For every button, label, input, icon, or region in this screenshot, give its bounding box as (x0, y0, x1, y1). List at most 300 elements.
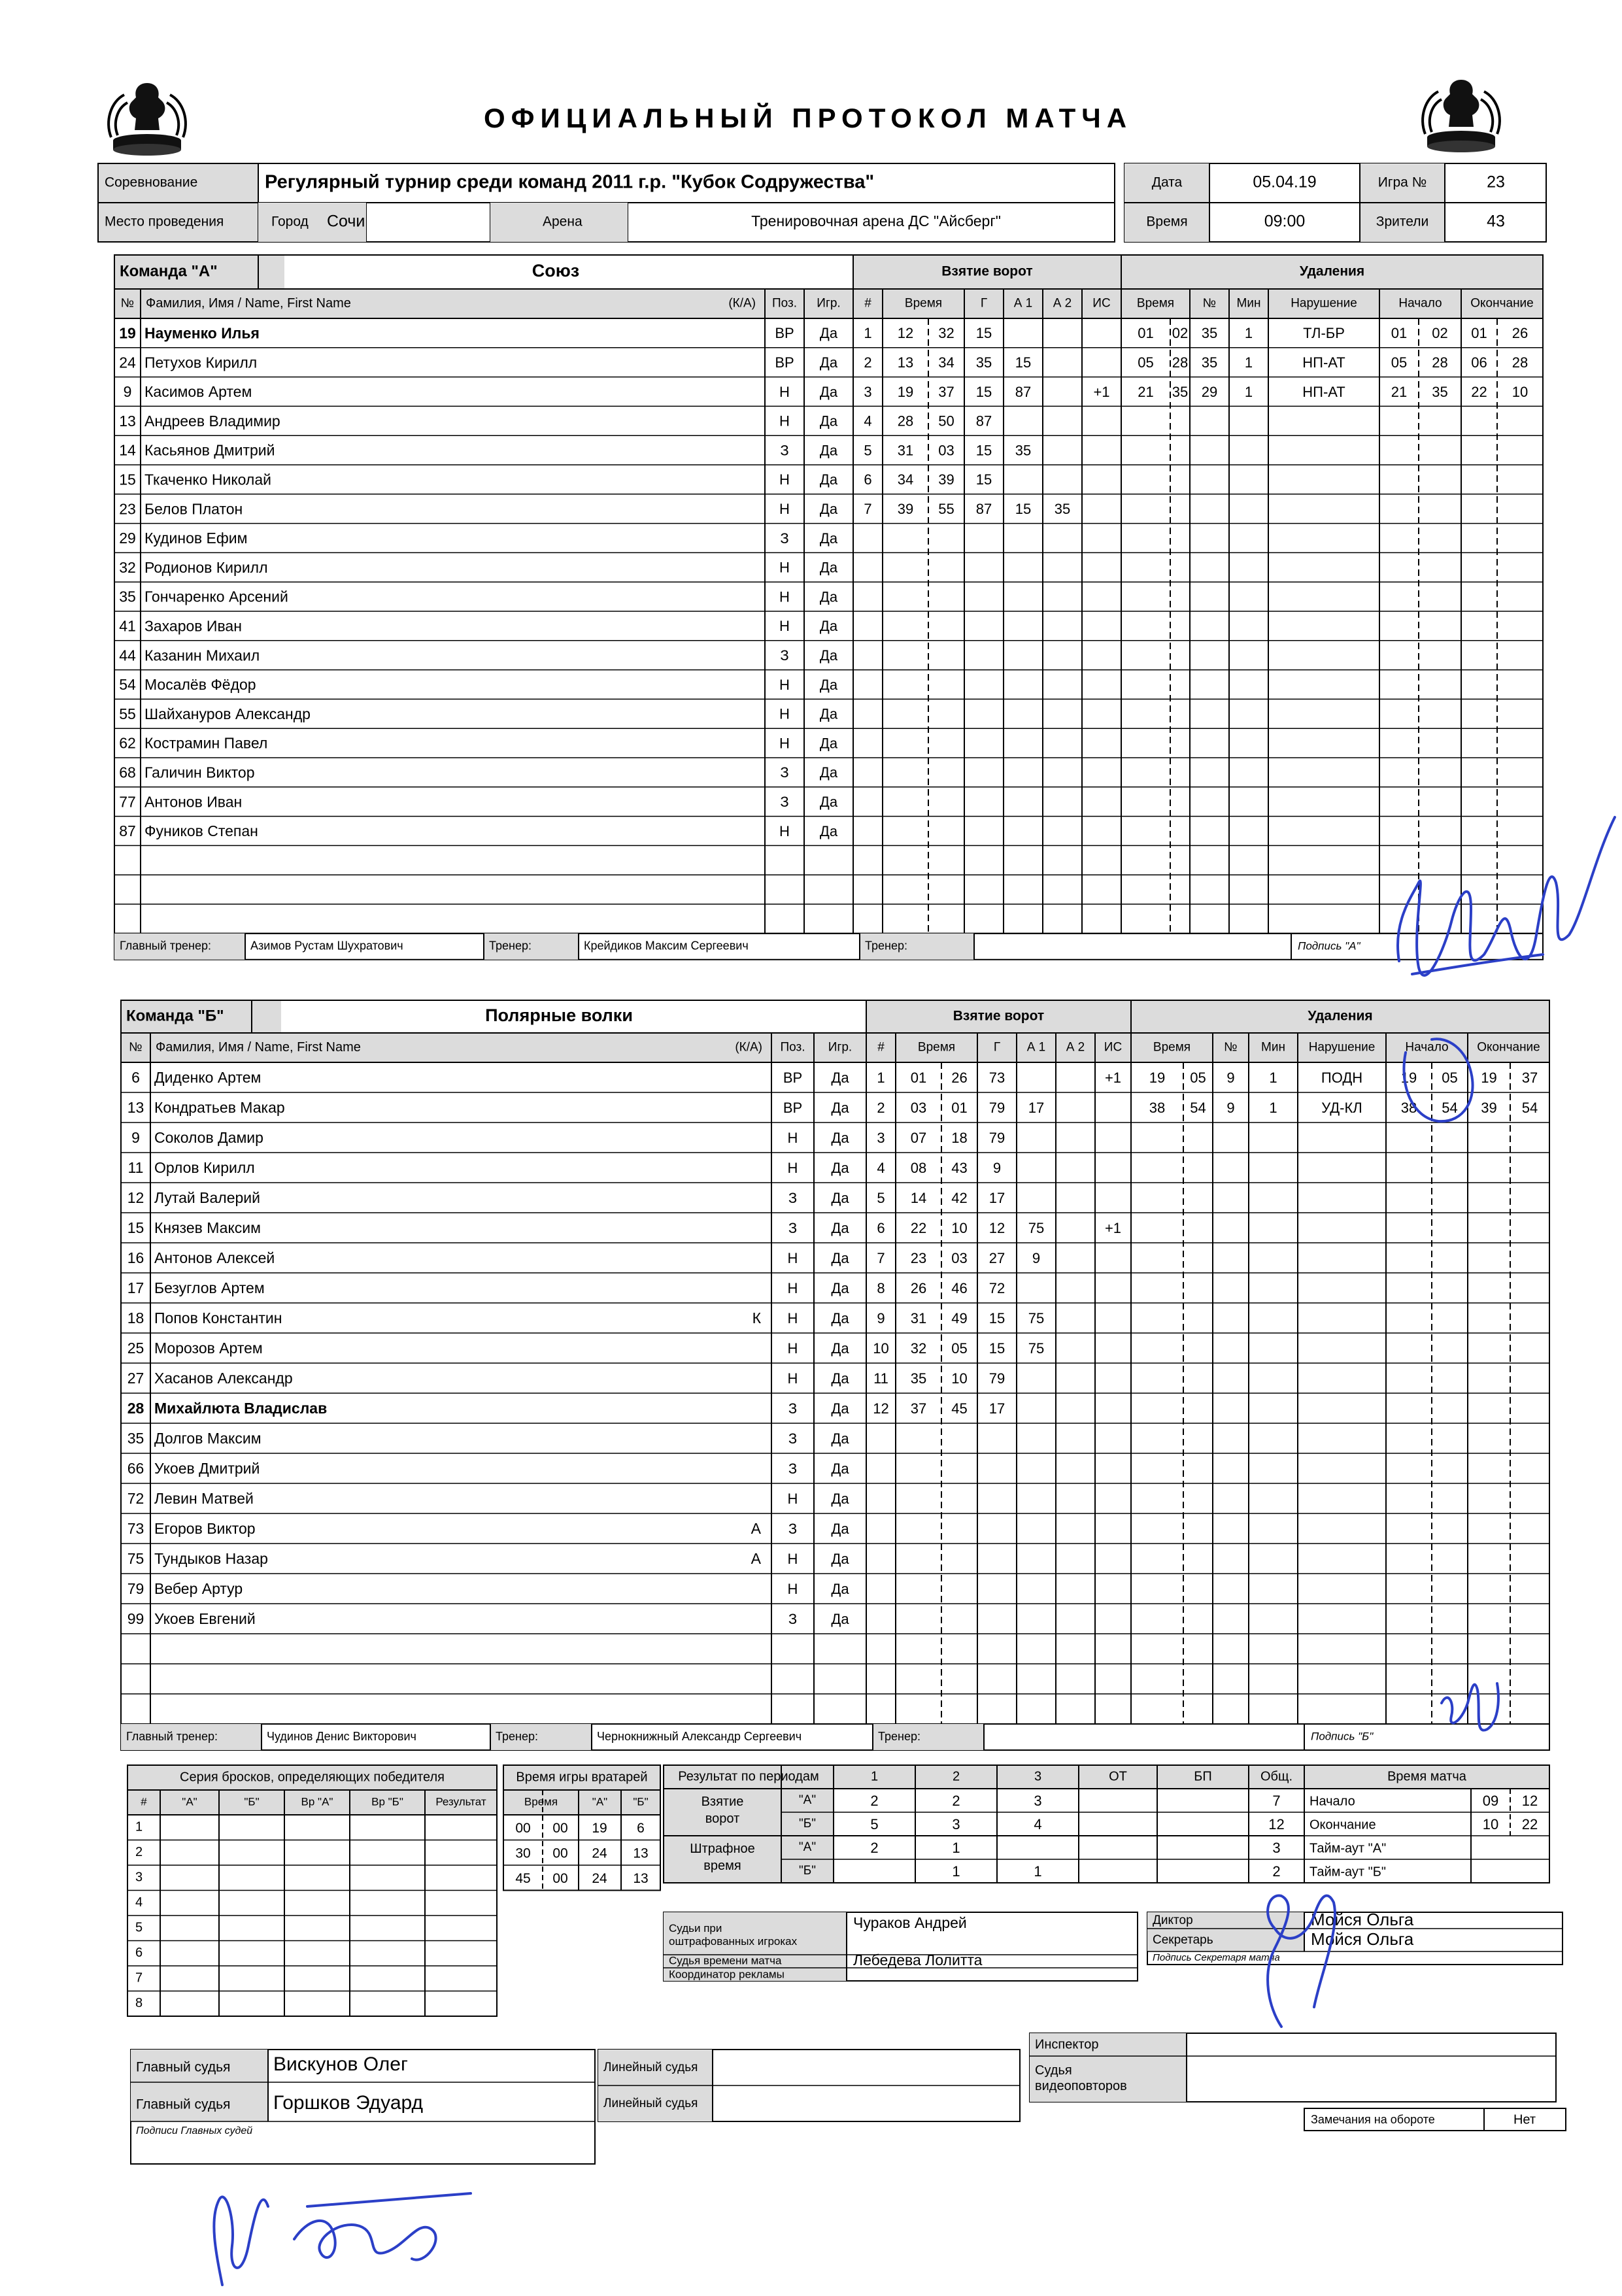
match-end-minute: 22 (1521, 1815, 1538, 1832)
col-goal-is: ИС (1104, 1040, 1123, 1055)
document-title: ОФИЦИАЛЬНЫЙ ПРОТОКОЛ МАТЧА (484, 103, 1133, 133)
period-col-header: Общ. (1260, 1769, 1293, 1784)
player-number: 99 (127, 1610, 144, 1628)
announcer-name: Мойся Ольга (1311, 1909, 1414, 1929)
period-value: 2 (952, 1792, 960, 1809)
player-name: Михайлюта Владислав (154, 1400, 328, 1417)
penalty-violation: НП-АТ (1302, 383, 1345, 400)
player-name: Укоев Дмитрий (154, 1460, 260, 1477)
player-position: ВР (783, 1099, 803, 1116)
player-number: 24 (119, 354, 136, 371)
player-played: Да (819, 383, 838, 400)
period-team-mark: "Б" (799, 1864, 816, 1878)
player-number: 73 (127, 1520, 144, 1538)
player-number: 79 (127, 1580, 144, 1598)
ad-coordinator-label: Координатор рекламы (669, 1968, 785, 1981)
penalty-start-min: 05 (1391, 354, 1408, 371)
player-played: Да (819, 735, 838, 752)
goal-number: 4 (877, 1159, 885, 1176)
player-name: Лутай Валерий (154, 1189, 260, 1207)
time-label: Время (1146, 214, 1188, 229)
player-name: Егоров Виктор (154, 1520, 256, 1538)
match-time-title: Время матча (1387, 1769, 1466, 1784)
periods-title: Результат по периодам (678, 1769, 819, 1784)
player-name: Князев Максим (154, 1219, 261, 1237)
penalty-circle-mark (1393, 1026, 1484, 1131)
player-number: 75 (127, 1550, 144, 1568)
team-name: Полярные волки (485, 1005, 633, 1026)
penalty-start-min: 38 (1400, 1099, 1417, 1116)
goal-scorer: 15 (988, 1340, 1005, 1357)
player-name: Науменко Илья (144, 324, 260, 342)
col-pen-time: Время (1153, 1040, 1191, 1055)
shootout-col-header: "А" (182, 1795, 197, 1808)
col-pen-start: Начало (1398, 296, 1442, 311)
goal-second: 26 (951, 1069, 968, 1086)
goal-number: 12 (873, 1400, 889, 1417)
timekeeper-label: Судья времени матча (669, 1954, 782, 1967)
penalty-minutes: 1 (1244, 383, 1253, 400)
period-col-header: 2 (952, 1769, 960, 1784)
goal-second: 05 (951, 1340, 968, 1357)
league-logo-right (1412, 72, 1510, 157)
player-number: 35 (119, 588, 136, 605)
goal-minute: 14 (910, 1189, 927, 1206)
player-number: 9 (131, 1129, 140, 1147)
player-name: Андреев Владимир (144, 412, 280, 430)
player-played: Да (819, 764, 838, 781)
player-played: Да (831, 1340, 849, 1357)
goalie-minute: 45 (515, 1870, 531, 1886)
col-goal-no: # (864, 296, 871, 311)
player-number: 12 (127, 1189, 144, 1207)
player-played: Да (819, 559, 838, 576)
player-position: ВР (783, 1069, 803, 1086)
spectators-value: 43 (1487, 212, 1505, 231)
remarks-value: Нет (1513, 2112, 1536, 2127)
secretary-label: Секретарь (1153, 1933, 1213, 1948)
head-coach-name: Азимов Рустам Шухратович (250, 939, 403, 953)
player-played: Да (831, 1099, 849, 1116)
league-logo-left (98, 75, 196, 160)
goal-scorer: 15 (975, 383, 992, 400)
coach-name: Чернокнижный Александр Сергеевич (597, 1729, 802, 1743)
goal-number: 4 (864, 413, 872, 430)
period-team-mark: "А" (798, 1793, 817, 1808)
goal-minute: 13 (897, 354, 914, 371)
col-pen-start: Начало (1405, 1040, 1449, 1055)
col-pen-time: Время (1136, 296, 1175, 311)
player-position: З (788, 1460, 798, 1477)
player-name: Укоев Евгений (154, 1610, 256, 1628)
player-captain-mark: А (751, 1550, 761, 1568)
match-end-hour: 10 (1482, 1815, 1499, 1832)
player-played: Да (819, 442, 838, 459)
team-label: Команда "А" (120, 262, 218, 280)
player-played: Да (831, 1550, 849, 1567)
col-ka: (К/А) (728, 296, 756, 311)
penalty-end-min: 19 (1481, 1069, 1497, 1086)
player-number: 44 (119, 647, 136, 664)
penalty-player: 35 (1201, 354, 1218, 371)
shootout-col-header: "Б" (244, 1795, 260, 1808)
match-start-minute: 12 (1521, 1792, 1538, 1809)
player-number: 27 (127, 1370, 144, 1387)
player-number: 25 (127, 1340, 144, 1357)
penalty-minutes: 1 (1269, 1099, 1277, 1116)
goal-minute: 37 (910, 1400, 927, 1417)
goalie-second: 00 (552, 1820, 568, 1836)
player-position: Н (779, 588, 790, 605)
player-number: 68 (119, 764, 136, 781)
penalty-second: 54 (1190, 1099, 1206, 1116)
col-pen-end: Окончание (1477, 1040, 1540, 1055)
player-name: Антонов Алексей (154, 1249, 275, 1267)
penalty-end-sec: 10 (1512, 383, 1529, 400)
player-played: Да (819, 794, 838, 811)
referee-signature-label: Подписи Главных судей (136, 2125, 253, 2137)
player-position: Н (779, 501, 790, 518)
goal-minute: 31 (910, 1309, 927, 1326)
goal-second: 39 (938, 471, 955, 488)
goal-minute: 07 (910, 1129, 927, 1146)
player-position: З (780, 647, 789, 664)
coach-label: Тренер: (496, 1729, 538, 1743)
penalty-second: 02 (1172, 325, 1189, 342)
goal-number: 9 (877, 1309, 885, 1326)
penalty-start-sec: 02 (1432, 325, 1448, 342)
penalty-second: 05 (1190, 1069, 1206, 1086)
player-played: Да (831, 1279, 849, 1296)
remarks-label: Замечания на обороте (1311, 2112, 1435, 2126)
goalie-col-b: "Б" (633, 1795, 649, 1808)
player-number: 87 (119, 822, 136, 840)
penalty-start-sec: 54 (1442, 1099, 1458, 1116)
col-name: Фамилия, Имя / Name, First Name (156, 1039, 361, 1055)
col-goal-time: Время (904, 296, 943, 311)
coach-label: Тренер: (489, 939, 532, 953)
player-name: Белов Платон (144, 500, 243, 518)
shootout-row-number: 4 (135, 1895, 143, 1910)
player-name: Кострамин Павел (144, 734, 268, 752)
period-value: 1 (1034, 1863, 1042, 1880)
head-coach-label: Главный тренер: (120, 939, 211, 953)
col-goal-a2: А 2 (1053, 296, 1072, 311)
goal-number: 2 (877, 1099, 885, 1116)
player-played: Да (831, 1309, 849, 1326)
period-value: 4 (1034, 1815, 1042, 1832)
player-number: 66 (127, 1460, 144, 1477)
player-position: З (788, 1520, 798, 1537)
player-name: Гончаренко Арсений (144, 588, 288, 605)
player-name: Долгов Максим (154, 1430, 262, 1447)
arena-value: Тренировочная арена ДС "Айсберг" (751, 212, 1001, 230)
player-position: Н (779, 705, 790, 722)
player-name: Соколов Дамир (154, 1129, 263, 1147)
col-pen-no: № (1202, 296, 1217, 311)
date-value: 05.04.19 (1253, 173, 1317, 192)
goal-second: 18 (951, 1129, 968, 1146)
goal-second: 55 (938, 501, 955, 518)
player-position: З (780, 794, 789, 811)
goal-minute: 26 (910, 1279, 927, 1296)
col-pen-end: Окончание (1470, 296, 1534, 311)
goal-second: 42 (951, 1189, 968, 1206)
period-col-header: БП (1194, 1769, 1212, 1784)
col-goal-time: Время (917, 1040, 956, 1055)
player-name: Петухов Кирилл (144, 354, 258, 371)
goal-scorer: 15 (975, 471, 992, 488)
shootout-row-number: 1 (135, 1819, 143, 1834)
referee-label-2: Главный судья (136, 2097, 231, 2112)
competition-label: Соревнование (105, 175, 198, 190)
player-number: 32 (119, 558, 136, 576)
player-number: 6 (131, 1069, 140, 1087)
player-played: Да (831, 1460, 849, 1477)
player-position: Н (787, 1159, 798, 1176)
col-goal-a2: А 2 (1066, 1040, 1085, 1055)
goal-number: 5 (864, 442, 872, 459)
goal-number: 1 (877, 1069, 885, 1086)
competition-name: Регулярный турнир среди команд 2011 г.р. "Кубок Содружества" (265, 171, 875, 193)
goal-scorer: 79 (988, 1370, 1005, 1387)
goal-minute: 28 (897, 413, 914, 430)
player-position: З (780, 442, 789, 459)
penalty-end-min: 01 (1471, 325, 1487, 342)
penalty-end-sec: 54 (1521, 1099, 1538, 1116)
coach-2-label: Тренер: (878, 1729, 921, 1743)
goal-minute: 32 (910, 1340, 927, 1357)
goalie-a-number: 24 (592, 1846, 607, 1861)
player-played: Да (831, 1249, 849, 1266)
goal-assist-1: 17 (1028, 1099, 1045, 1116)
col-goal-a1: А 1 (1026, 1040, 1046, 1055)
period-col-header: 1 (870, 1769, 879, 1784)
goal-scorer: 15 (988, 1309, 1005, 1326)
goal-assist-1: 75 (1028, 1309, 1045, 1326)
player-played: Да (831, 1400, 849, 1417)
col-pen-no: № (1224, 1040, 1238, 1055)
player-name: Орлов Кирилл (154, 1159, 255, 1177)
player-position: Н (787, 1580, 798, 1597)
goal-assist-1: 87 (1015, 383, 1032, 400)
player-position: Н (787, 1370, 798, 1387)
player-number: 54 (119, 676, 136, 694)
goal-minute: 03 (910, 1099, 927, 1116)
player-position: Н (787, 1129, 798, 1146)
penalty-player: 29 (1201, 383, 1218, 400)
match-start-hour: 09 (1482, 1792, 1499, 1809)
player-position: Н (787, 1550, 798, 1567)
player-name: Хасанов Александр (154, 1370, 293, 1387)
penalty-player: 35 (1201, 325, 1218, 342)
period-team-mark: "Б" (799, 1817, 816, 1831)
timekeeper-name: Лебедева Лолитта (853, 1951, 983, 1969)
player-played: Да (819, 413, 838, 430)
player-position: З (788, 1189, 798, 1206)
player-number: 11 (127, 1159, 144, 1177)
col-no: № (129, 1040, 143, 1055)
goal-number: 2 (864, 354, 872, 371)
player-position: З (780, 764, 789, 781)
player-position: ВР (775, 354, 794, 371)
match-start-label: Начало (1309, 1794, 1355, 1809)
player-captain-mark: А (751, 1520, 761, 1538)
col-goal-g: Г (993, 1040, 1001, 1055)
goal-second: 46 (951, 1279, 968, 1296)
player-played: Да (819, 705, 838, 722)
player-played: Да (819, 471, 838, 488)
team-signature-label: Подпись "Б" (1311, 1730, 1374, 1743)
player-position: Н (787, 1249, 798, 1266)
penalty-player: 9 (1226, 1099, 1235, 1116)
player-played: Да (831, 1520, 849, 1537)
periods-header-shade (834, 1765, 1304, 1789)
player-position: Н (779, 471, 790, 488)
penalty-second: 28 (1172, 354, 1189, 371)
announcer-label: Диктор (1153, 1914, 1193, 1928)
goal-scorer: 17 (988, 1400, 1005, 1417)
period-value: 3 (1272, 1839, 1281, 1856)
player-position: Н (787, 1340, 798, 1357)
goal-number: 7 (877, 1249, 885, 1266)
player-captain-mark: К (752, 1309, 761, 1327)
period-value: 2 (870, 1792, 879, 1809)
signature-team-b (1435, 1664, 1507, 1742)
goal-number: 8 (877, 1279, 885, 1296)
linesman-label-1: Линейный судья (603, 2061, 698, 2075)
team-signature-label: Подпись "А" (1298, 939, 1360, 953)
player-name: Касьянов Дмитрий (144, 441, 275, 459)
player-played: Да (819, 501, 838, 518)
player-number: 62 (119, 734, 136, 752)
goal-second: 10 (951, 1219, 968, 1236)
shootout-col-header: # (141, 1795, 147, 1808)
goal-assist-1: 15 (1015, 501, 1032, 518)
player-position: Н (779, 676, 790, 693)
col-goal-g: Г (980, 296, 988, 311)
player-position: Н (779, 413, 790, 430)
goal-number: 3 (877, 1129, 885, 1146)
player-position: ВР (775, 325, 794, 342)
goalie-col-time: Время (524, 1795, 558, 1808)
team-label: Команда "Б" (126, 1007, 224, 1025)
goal-minute: 23 (910, 1249, 927, 1266)
goal-situation: +1 (1104, 1069, 1122, 1086)
inspector-label: Инспектор (1035, 2037, 1099, 2052)
player-name: Диденко Артем (154, 1069, 262, 1087)
player-name: Шайхануров Александр (144, 705, 311, 722)
shootout-col-header: Вр "Б" (371, 1795, 403, 1808)
goal-second: 50 (938, 413, 955, 430)
player-number: 14 (119, 441, 136, 459)
period-value: 2 (870, 1839, 879, 1856)
period-value: 1 (952, 1863, 960, 1880)
head-coach-label: Главный тренер: (126, 1729, 218, 1743)
timeout-b-label: Тайм-аут "Б" (1309, 1865, 1386, 1880)
period-value: 2 (1272, 1863, 1281, 1880)
goal-scorer: 35 (975, 354, 992, 371)
goal-scorer: 12 (988, 1219, 1005, 1236)
goals-title: Взятие ворот (941, 263, 1033, 279)
player-name: Антонов Иван (144, 793, 243, 811)
goal-second: 49 (951, 1309, 968, 1326)
player-name: Захаров Иван (144, 617, 242, 635)
goal-minute: 12 (897, 325, 914, 342)
player-position: Н (779, 383, 790, 400)
goal-second: 03 (938, 442, 955, 459)
penalties-title: Удаления (1299, 263, 1365, 279)
goal-number: 5 (877, 1189, 885, 1206)
player-number: 15 (127, 1219, 144, 1237)
period-value: 1 (952, 1839, 960, 1856)
goal-scorer: 73 (988, 1069, 1005, 1086)
player-number: 17 (127, 1279, 144, 1297)
penalty-time-label: Штрафное время (690, 1842, 755, 1873)
col-played: Игр. (828, 1040, 853, 1055)
goal-minute: 31 (897, 442, 914, 459)
player-number: 28 (127, 1400, 144, 1417)
shootout-col-header: Результат (435, 1795, 486, 1808)
penalty-minute: 01 (1138, 325, 1154, 342)
player-position: З (788, 1219, 798, 1236)
player-number: 19 (119, 324, 136, 342)
player-position: З (780, 530, 789, 547)
goal-number: 11 (873, 1370, 888, 1387)
signature-secretary (1242, 1876, 1347, 2033)
goal-minute: 19 (897, 383, 914, 400)
referee-1-name: Вискунов Олег (273, 2053, 408, 2075)
penalty-minute: 05 (1138, 354, 1154, 371)
player-number: 77 (119, 793, 136, 811)
goal-scorer: 15 (975, 442, 992, 459)
player-played: Да (831, 1370, 849, 1387)
goal-assist-1: 9 (1032, 1249, 1041, 1266)
penalty-judges-label: Судьи при оштрафованных игроках (669, 1922, 798, 1948)
goal-minute: 34 (897, 471, 914, 488)
col-goal-a1: А 1 (1013, 296, 1033, 311)
goal-scorer: 79 (988, 1099, 1005, 1116)
penalty-second: 35 (1172, 383, 1189, 400)
player-played: Да (819, 588, 838, 605)
player-number: 9 (123, 383, 132, 401)
goal-assist-1: 15 (1015, 354, 1032, 371)
video-judge-label: Судья видеоповторов (1035, 2063, 1127, 2093)
goals-label: Взятие ворот (701, 1795, 744, 1826)
col-goal-is: ИС (1092, 296, 1111, 311)
penalty-start-min: 19 (1400, 1069, 1417, 1086)
goal-minute: 39 (897, 501, 914, 518)
player-name: Кудинов Ефим (144, 530, 248, 547)
timeout-a-label: Тайм-аут "А" (1309, 1841, 1387, 1856)
player-number: 15 (119, 471, 136, 488)
player-played: Да (831, 1189, 849, 1206)
period-col-header: ОТ (1109, 1769, 1127, 1784)
player-name: Ткаченко Николай (144, 471, 271, 488)
player-played: Да (831, 1129, 849, 1146)
penalty-violation: НП-АТ (1302, 354, 1345, 371)
goal-scorer: 87 (975, 413, 992, 430)
shootout-row-number: 8 (135, 1996, 143, 2011)
player-name: Галичин Виктор (144, 764, 255, 781)
goal-scorer: 15 (975, 325, 992, 342)
player-played: Да (819, 354, 838, 371)
team-name: Союз (532, 261, 580, 281)
player-number: 23 (119, 500, 136, 518)
player-position: Н (787, 1309, 798, 1326)
goalie-col-a: "А" (592, 1795, 608, 1808)
col-no: № (120, 296, 135, 311)
